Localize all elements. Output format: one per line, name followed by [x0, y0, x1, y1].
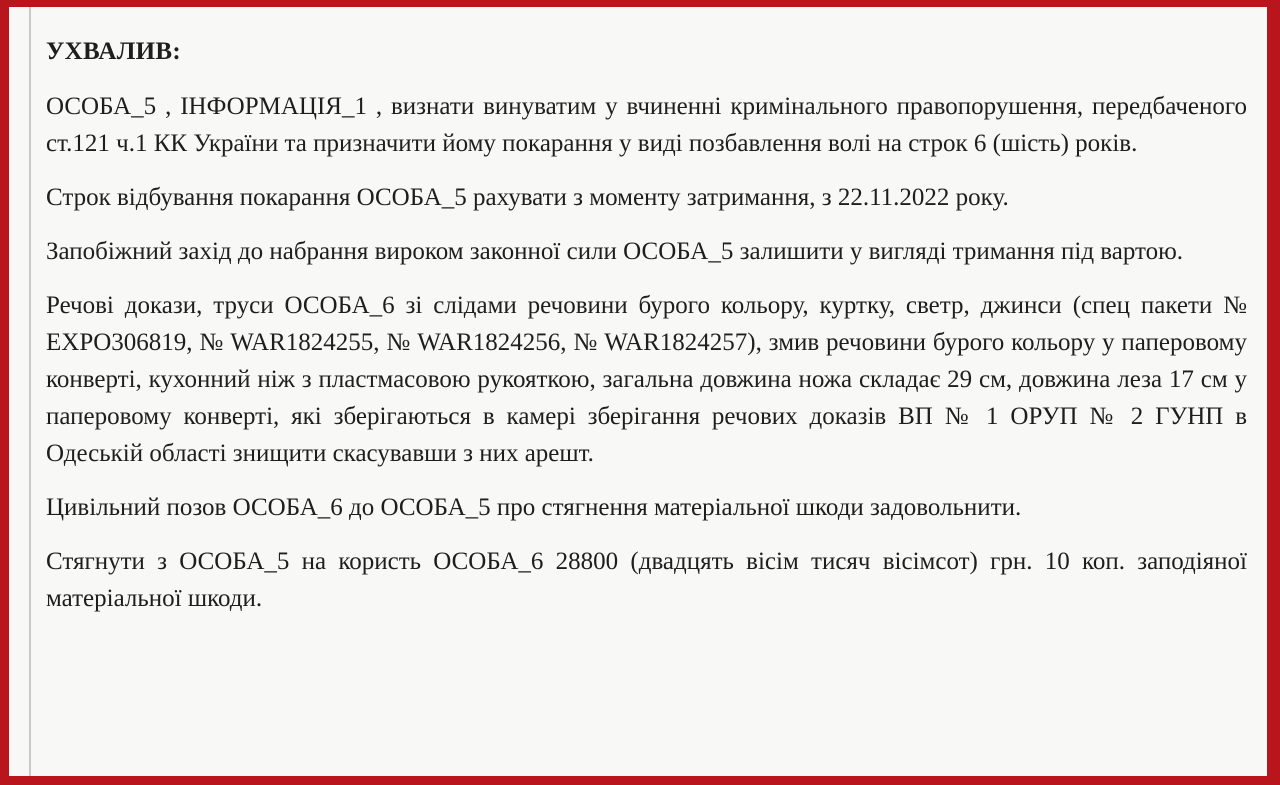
- paragraph-verdict: ОСОБА_5 , ІНФОРМАЦІЯ_1 , визнати винуватим у вчиненні кримінального правопорушення, передбаченого ст.121 ч.1 КК України та призначити йому покарання у виді позбавлення волі на строк 6 (шість) років.: [46, 93, 1247, 157]
- paragraph-preventive-measure: Запобіжний захід до набрання вироком законної сили ОСОБА_5 залишити у вигляді тримання під вартою.: [46, 238, 1184, 265]
- paragraph-civil-claim: Цивільний позов ОСОБА_6 до ОСОБА_5 про стягнення матеріальної шкоди задовольнити.: [46, 494, 1022, 521]
- paragraph-sentence-start: Строк відбування покарання ОСОБА_5 рахувати з моменту затримання, з 22.11.2022 року.: [46, 184, 1009, 211]
- document-body: [46, 33, 1247, 634]
- document-page: [9, 7, 1267, 776]
- paragraph-damages: Стягнути з ОСОБА_5 на користь ОСОБА_6 28800 (двадцять вісім тисяч вісімсот) грн. 10 коп. заподіяної матеріальної шкоди.: [46, 548, 1247, 612]
- resolution-heading: УХВАЛИВ:: [46, 38, 182, 65]
- margin-line: [29, 7, 31, 776]
- paragraph-evidence: Речові докази, труси ОСОБА_6 зі слідами речовини бурого кольору, куртку, светр, джинси (спец пакети № EXPO306819, № WAR1824255, № WAR1824256, № WAR1824257), змив речовини бурого кольору у паперовому конверті, кухонний ніж з пластмасовою рукояткою, загальна довжина ножа складає 29 см, довжина леза 17 см у паперовому конверті, які зберігаються в камері зберігання речових доказів ВП № 1 ОРУП № 2 ГУНП в Одеській області знищити скасувавши з них арешт.: [46, 292, 1247, 467]
